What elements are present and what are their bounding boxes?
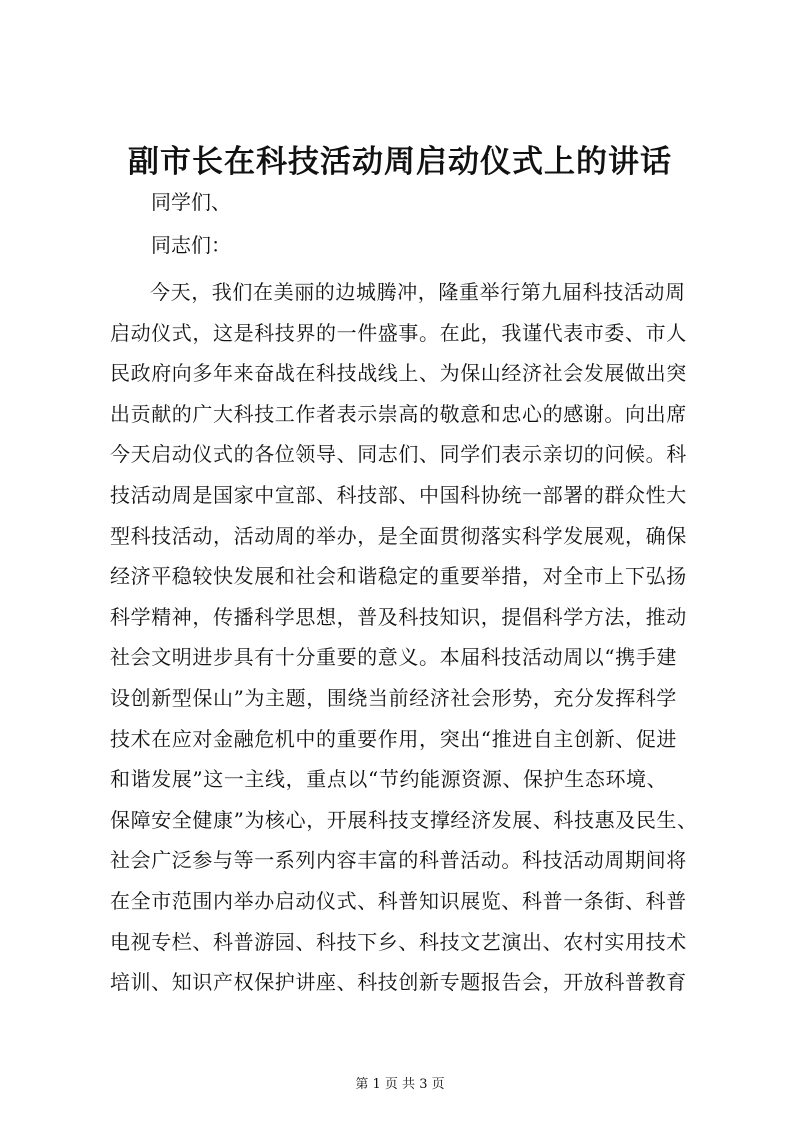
body-line: 保障安全健康”为核心，开展科技支撑经济发展、科技惠及民生、	[110, 807, 698, 832]
body-line: 科学精神，传播科学思想，普及科技知识，提倡科学方法，推动	[110, 604, 687, 629]
salutation-comrades: 同志们：	[151, 233, 231, 257]
body-line: 培训、知识产权保护讲座、科技创新专题报告会，开放科普教育	[110, 970, 687, 995]
body-line: 在全市范围内举办启动仪式、科普知识展览、科普一条街、科普	[110, 888, 687, 913]
body-line: 启动仪式，这是科技界的一件盛事。在此，我谨代表市委、市人	[110, 320, 687, 345]
body-line: 电视专栏、科普游园、科技下乡、科技文艺演出、农村实用技术	[110, 929, 687, 954]
body-line: 和谐发展”这一主线，重点以“节约能源资源、保护生态环境、	[110, 767, 668, 792]
salutation-students: 同学们、	[151, 190, 231, 214]
body-paragraph	[110, 272, 710, 1003]
body-line: 技术在应对金融危机中的重要作用，突出“推进自主创新、促进	[110, 726, 678, 751]
body-line: 技活动周是国家中宣部、科技部、中国科协统一部署的群众性大	[110, 482, 687, 507]
body-line: 型科技活动，活动周的举办，是全面贯彻落实科学发展观，确保	[110, 523, 687, 548]
body-line: 今天启动仪式的各位领导、同志们、同学们表示亲切的问候。科	[110, 442, 687, 467]
body-line: 民政府向多年来奋战在科技战线上、为保山经济社会发展做出突	[110, 361, 687, 386]
body-line: 社会广泛参与等一系列内容丰富的科普活动。科技活动周期间将	[110, 848, 687, 873]
body-line: 今天，我们在美丽的边城腾冲，隆重举行第九届科技活动周	[150, 280, 686, 304]
body-line: 出贡献的广大科技工作者表示崇高的敬意和忠心的感谢。向出席	[110, 401, 687, 426]
body-line: 社会文明进步具有十分重要的意义。本届科技活动周以“携手建	[110, 645, 678, 670]
body-line: 设创新型保山”为主题，围绕当前经济社会形势，充分发挥科学	[110, 685, 678, 710]
body-line: 经济平稳较快发展和社会和谐稳定的重要举措，对全市上下弘扬	[110, 564, 687, 589]
page-footer: 第 1 页 共 3 页	[355, 1077, 445, 1092]
document-title: 副市长在科技活动周启动仪式上的讲话	[128, 144, 672, 180]
